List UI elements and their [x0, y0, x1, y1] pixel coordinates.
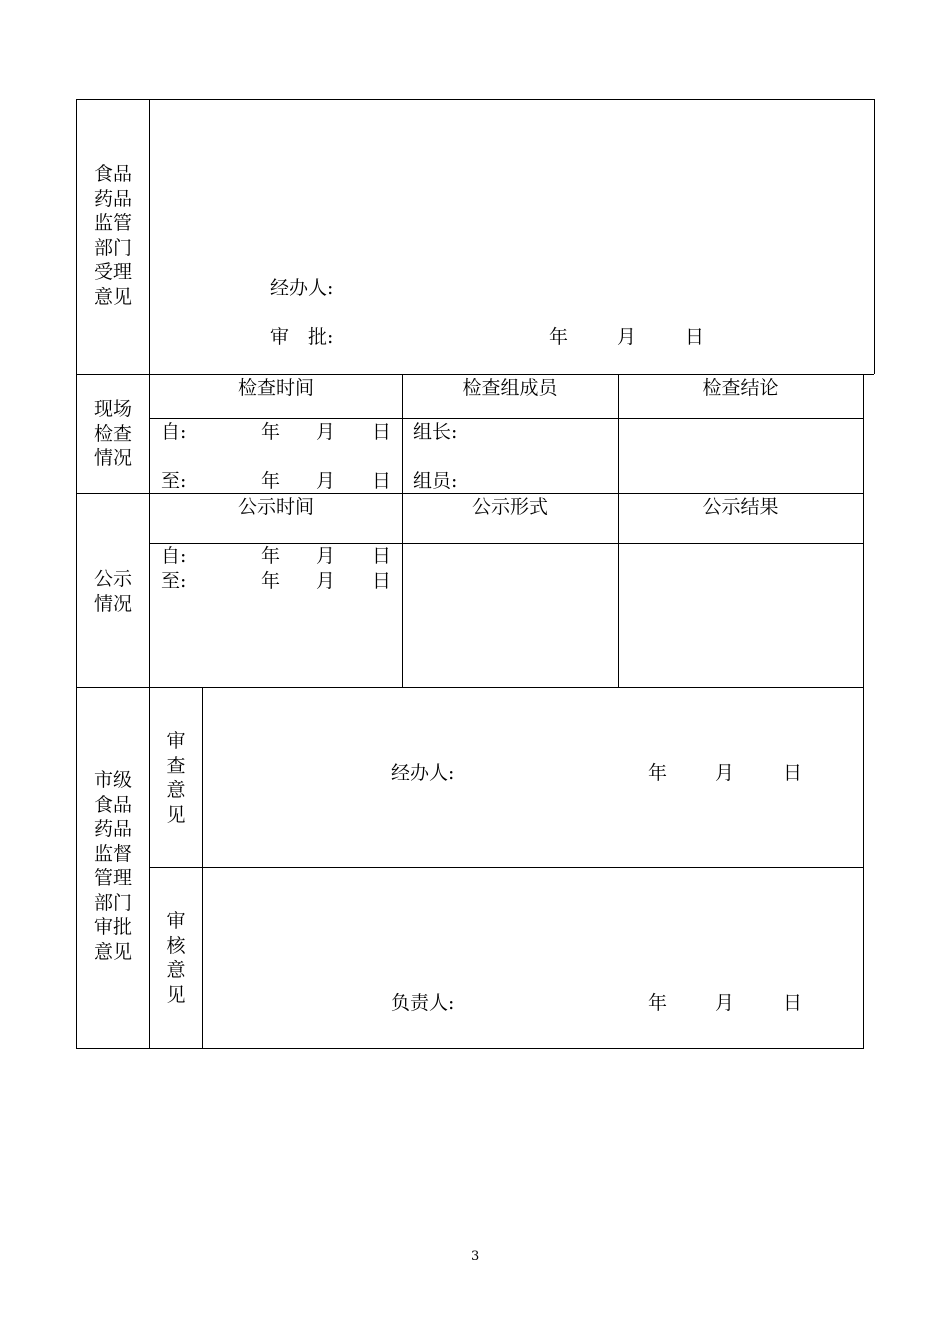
- audit-responsible-label: 负责人:: [391, 992, 455, 1014]
- border-col3: [618, 374, 619, 687]
- border-inspect-header: [150, 418, 864, 419]
- border-sublabel-col: [202, 687, 203, 1048]
- publicity-to-month: 月: [316, 570, 336, 592]
- border-row2-bottom: [76, 493, 864, 494]
- publicity-from-label: 自:: [161, 545, 187, 567]
- border-label-col: [149, 99, 150, 1048]
- audit-month: 月: [715, 992, 735, 1014]
- audit-year: 年: [648, 992, 668, 1014]
- border-left: [76, 99, 77, 1048]
- publicity-to-day: 日: [372, 570, 392, 592]
- border-row3-bottom: [76, 687, 864, 688]
- inspect-to-label: 至:: [161, 470, 187, 492]
- review-opinion-label: 审 查 意 见: [166, 730, 186, 826]
- page-number: 3: [471, 1249, 480, 1264]
- review-handler-label: 经办人:: [391, 762, 455, 784]
- inspect-member-label: 组员:: [413, 470, 458, 492]
- section4-label: 市级 食品 药品 监督 管理 部门 审批 意见: [93, 769, 132, 963]
- section1-month: 月: [617, 326, 637, 348]
- inspect-from-day: 日: [372, 421, 392, 443]
- inspect-from-year: 年: [261, 421, 281, 443]
- review-year: 年: [648, 762, 668, 784]
- section1-label: 食品 药品 监管 部门 受理 意见: [93, 163, 132, 308]
- border-review-audit: [150, 867, 864, 868]
- border-right: [863, 374, 864, 1048]
- section2-label: 现场 检查 情况: [93, 398, 132, 469]
- border-bottom: [76, 1048, 864, 1049]
- publicity-form-header: 公示形式: [471, 496, 548, 518]
- border-top: [76, 99, 874, 100]
- publicity-result-header: 公示结果: [702, 496, 779, 518]
- inspect-from-month: 月: [316, 421, 336, 443]
- publicity-from-year: 年: [261, 545, 281, 567]
- audit-day: 日: [783, 992, 803, 1014]
- section3-label: 公示 情况: [93, 568, 132, 615]
- border-col2: [402, 374, 403, 687]
- section1-year: 年: [549, 326, 569, 348]
- publicity-to-label: 至:: [161, 570, 187, 592]
- border-publicity-header: [150, 543, 864, 544]
- review-day: 日: [783, 762, 803, 784]
- publicity-to-year: 年: [261, 570, 281, 592]
- publicity-time-header: 公示时间: [237, 496, 314, 518]
- publicity-from-month: 月: [316, 545, 336, 567]
- section1-handler-label: 经办人:: [270, 277, 334, 299]
- inspect-from-label: 自:: [161, 421, 187, 443]
- border-right-row1: [874, 99, 875, 374]
- inspect-to-year: 年: [261, 470, 281, 492]
- section1-approve-label: 审 批:: [270, 326, 334, 348]
- inspect-time-header: 检查时间: [237, 377, 314, 399]
- inspect-conclusion-header: 检查结论: [702, 377, 779, 399]
- inspect-leader-label: 组长:: [413, 421, 458, 443]
- audit-opinion-label: 审 核 意 见: [166, 910, 186, 1006]
- inspect-to-month: 月: [316, 470, 336, 492]
- review-month: 月: [715, 762, 735, 784]
- publicity-from-day: 日: [372, 545, 392, 567]
- section1-day: 日: [685, 326, 705, 348]
- inspect-members-header: 检查组成员: [462, 377, 558, 399]
- border-row1-bottom: [76, 374, 874, 375]
- inspect-to-day: 日: [372, 470, 392, 492]
